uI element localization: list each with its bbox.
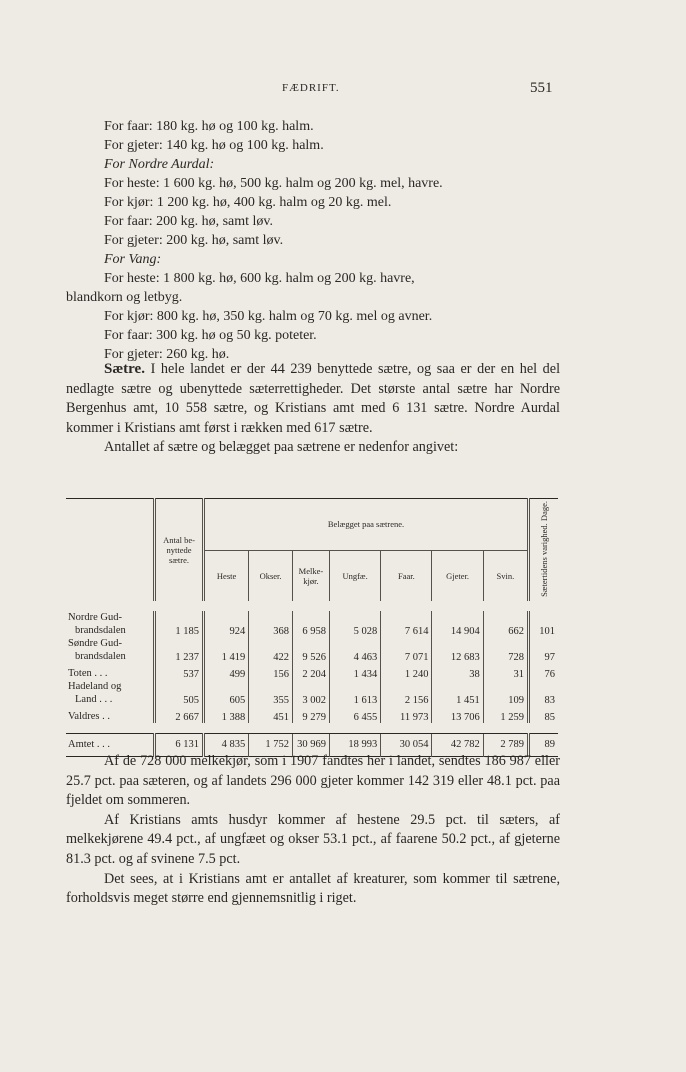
table-row	[66, 663, 558, 680]
table-cell: 30 054	[381, 733, 432, 756]
table-cell: 83	[529, 680, 559, 706]
feed-subheading: For Nordre Aurdal:	[104, 157, 215, 172]
table-cell: 605	[204, 680, 249, 706]
table-cell: 6 455	[329, 706, 380, 723]
feed-line: For kjør: 1 200 kg. hø, 400 kg. halm og 20 kg. mel.	[104, 195, 392, 210]
table-cell: 355	[249, 680, 293, 706]
table-cell: 505	[155, 680, 204, 706]
feed-line: For faar: 180 kg. hø og 100 kg. halm.	[104, 119, 314, 134]
running-title: FÆDRIFT.	[282, 82, 340, 94]
col-header-ungfae: Ungfæ.	[329, 550, 380, 601]
table-row	[66, 637, 558, 663]
table-cell: 9 279	[292, 706, 329, 723]
section-heading: Sætre.	[104, 361, 145, 377]
feed-line: blandkorn og letbyg.	[66, 290, 183, 305]
col-header-duration: Sætertidens varighed. Dage.	[539, 501, 549, 597]
col-header-melkekjor: Melke- kjør.	[292, 550, 329, 601]
table-cell: 42 782	[432, 733, 483, 756]
feed-line: For gjeter: 140 kg. hø og 100 kg. halm.	[104, 138, 324, 153]
table-cell: 422	[249, 637, 293, 663]
row-label: Land . . .	[75, 693, 113, 705]
table-cell: 5 028	[329, 611, 380, 637]
feed-line: For kjør: 800 kg. hø, 350 kg. halm og 70 kg. mel og avner.	[104, 309, 433, 324]
table-cell: 924	[204, 611, 249, 637]
table-intro: Antallet af sætre og belægget paa sætrene er nedenfor angivet:	[104, 439, 459, 456]
col-header-faar: Faar.	[381, 550, 432, 601]
table-cell: 537	[155, 663, 204, 680]
section-text: I hele landet er der 44 239 benyttede sætre, og saa er der en hel del nedlagte sætre og ubenyttede sæterrettigheder. Det største antal sætre har Nordre Bergenhus amt, 10 558 sætre, og Kristians amt med 6 131 sætre. Nordre Aurdal kommer i Kristians amt først i rækken med 617 sætre.	[66, 361, 561, 436]
table-cell: 1 237	[155, 637, 204, 663]
table-cell: 97	[529, 637, 559, 663]
table-cell: 1 451	[432, 680, 483, 706]
table-cell: 13 706	[432, 706, 483, 723]
table-cell: 156	[249, 663, 293, 680]
saetre-paragraph	[66, 360, 560, 458]
group-header: Belægget paa sætrene.	[204, 499, 529, 551]
table-cell: 11 973	[381, 706, 432, 723]
table-cell: 38	[432, 663, 483, 680]
table-cell: 499	[204, 663, 249, 680]
table-cell: 1 434	[329, 663, 380, 680]
closing-paragraphs	[66, 752, 560, 909]
table-cell: 9 526	[292, 637, 329, 663]
row-label: Hadeland og	[68, 680, 122, 692]
row-label: brandsdalen	[75, 650, 126, 662]
feed-line: For heste: 1 600 kg. hø, 500 kg. halm og 200 kg. mel, havre.	[104, 176, 443, 191]
row-label: Søndre Gud-	[68, 637, 122, 649]
table-cell: 6 131	[155, 733, 204, 756]
row-label: Valdres . .	[68, 710, 110, 722]
row-label: brandsdalen	[75, 624, 126, 636]
col-header-okser: Okser.	[249, 550, 293, 601]
table-cell: 368	[249, 611, 293, 637]
table-cell: 1 240	[381, 663, 432, 680]
feed-subheading: For Vang:	[104, 252, 162, 267]
closing-paragraph: Det sees, at i Kristians amt er antallet af kreaturer, som kommer til sætrene, forholdsvis meget større end gjennemsnitlig i riget.	[66, 870, 560, 907]
table-cell: 31	[483, 663, 528, 680]
col-header-antal: Antal be- nyttede sætre.	[155, 499, 204, 601]
feed-line: For heste: 1 800 kg. hø, 600 kg. halm og 200 kg. havre,	[104, 271, 415, 286]
table-row	[66, 680, 558, 706]
table-cell: 76	[529, 663, 559, 680]
row-label: Nordre Gud-	[68, 611, 122, 623]
table-cell: 18 993	[329, 733, 380, 756]
table-cell: 1 613	[329, 680, 380, 706]
table-cell: 89	[529, 733, 559, 756]
table-cell: 728	[483, 637, 528, 663]
table-cell: 101	[529, 611, 559, 637]
saetre-table	[66, 498, 558, 757]
table-cell: 4 463	[329, 637, 380, 663]
closing-paragraph: Af Kristians amts husdyr kommer af hestene 29.5 pct. til sæters, af melkekjørene 49.4 pct., af ungfæet og okser 53.1 pct., af faarene 50.2 pct., af gjeterne 81.3 pct. og af svinene 7.5 pct.	[66, 811, 560, 867]
page-number: 551	[530, 80, 553, 96]
table-cell: 1 419	[204, 637, 249, 663]
page-header	[0, 80, 686, 100]
feed-line: For faar: 300 kg. hø og 50 kg. poteter.	[104, 328, 317, 343]
col-header-svin: Svin.	[483, 550, 528, 601]
table-cell: 2 204	[292, 663, 329, 680]
feed-line: For faar: 200 kg. hø, samt løv.	[104, 214, 274, 229]
col-header-gjeter: Gjeter.	[432, 550, 483, 601]
row-label: Amtet . . .	[66, 733, 155, 756]
table-cell: 1 752	[249, 733, 293, 756]
table-cell: 14 904	[432, 611, 483, 637]
feed-line: For gjeter: 260 kg. hø.	[104, 347, 230, 362]
table-row	[66, 611, 558, 637]
table-cell: 2 156	[381, 680, 432, 706]
feed-line: For gjeter: 200 kg. hø, samt løv.	[104, 233, 284, 248]
table-cell: 1 185	[155, 611, 204, 637]
table-cell: 6 958	[292, 611, 329, 637]
table-row	[66, 706, 558, 723]
table-cell: 30 969	[292, 733, 329, 756]
table-cell: 451	[249, 706, 293, 723]
table-cell: 12 683	[432, 637, 483, 663]
table-cell: 1 388	[204, 706, 249, 723]
table-cell: 109	[483, 680, 528, 706]
table-cell: 7 614	[381, 611, 432, 637]
table-cell: 4 835	[204, 733, 249, 756]
table-cell: 2 789	[483, 733, 528, 756]
closing-paragraph: Af de 728 000 melkekjør, som i 1907 fandtes her i landet, sendtes 186 987 eller 25.7 pct. paa sæteren, og af landets 296 000 gjeter kommer 142 319 eller 48.1 pct. paa fjeldet om sommeren.	[66, 753, 560, 809]
col-header-heste: Heste	[204, 550, 249, 601]
table-cell: 7 071	[381, 637, 432, 663]
table-cell: 2 667	[155, 706, 204, 723]
row-label: Toten . . .	[68, 667, 108, 679]
table-cell: 85	[529, 706, 559, 723]
table-cell: 662	[483, 611, 528, 637]
table-cell: 1 259	[483, 706, 528, 723]
table-cell: 3 002	[292, 680, 329, 706]
